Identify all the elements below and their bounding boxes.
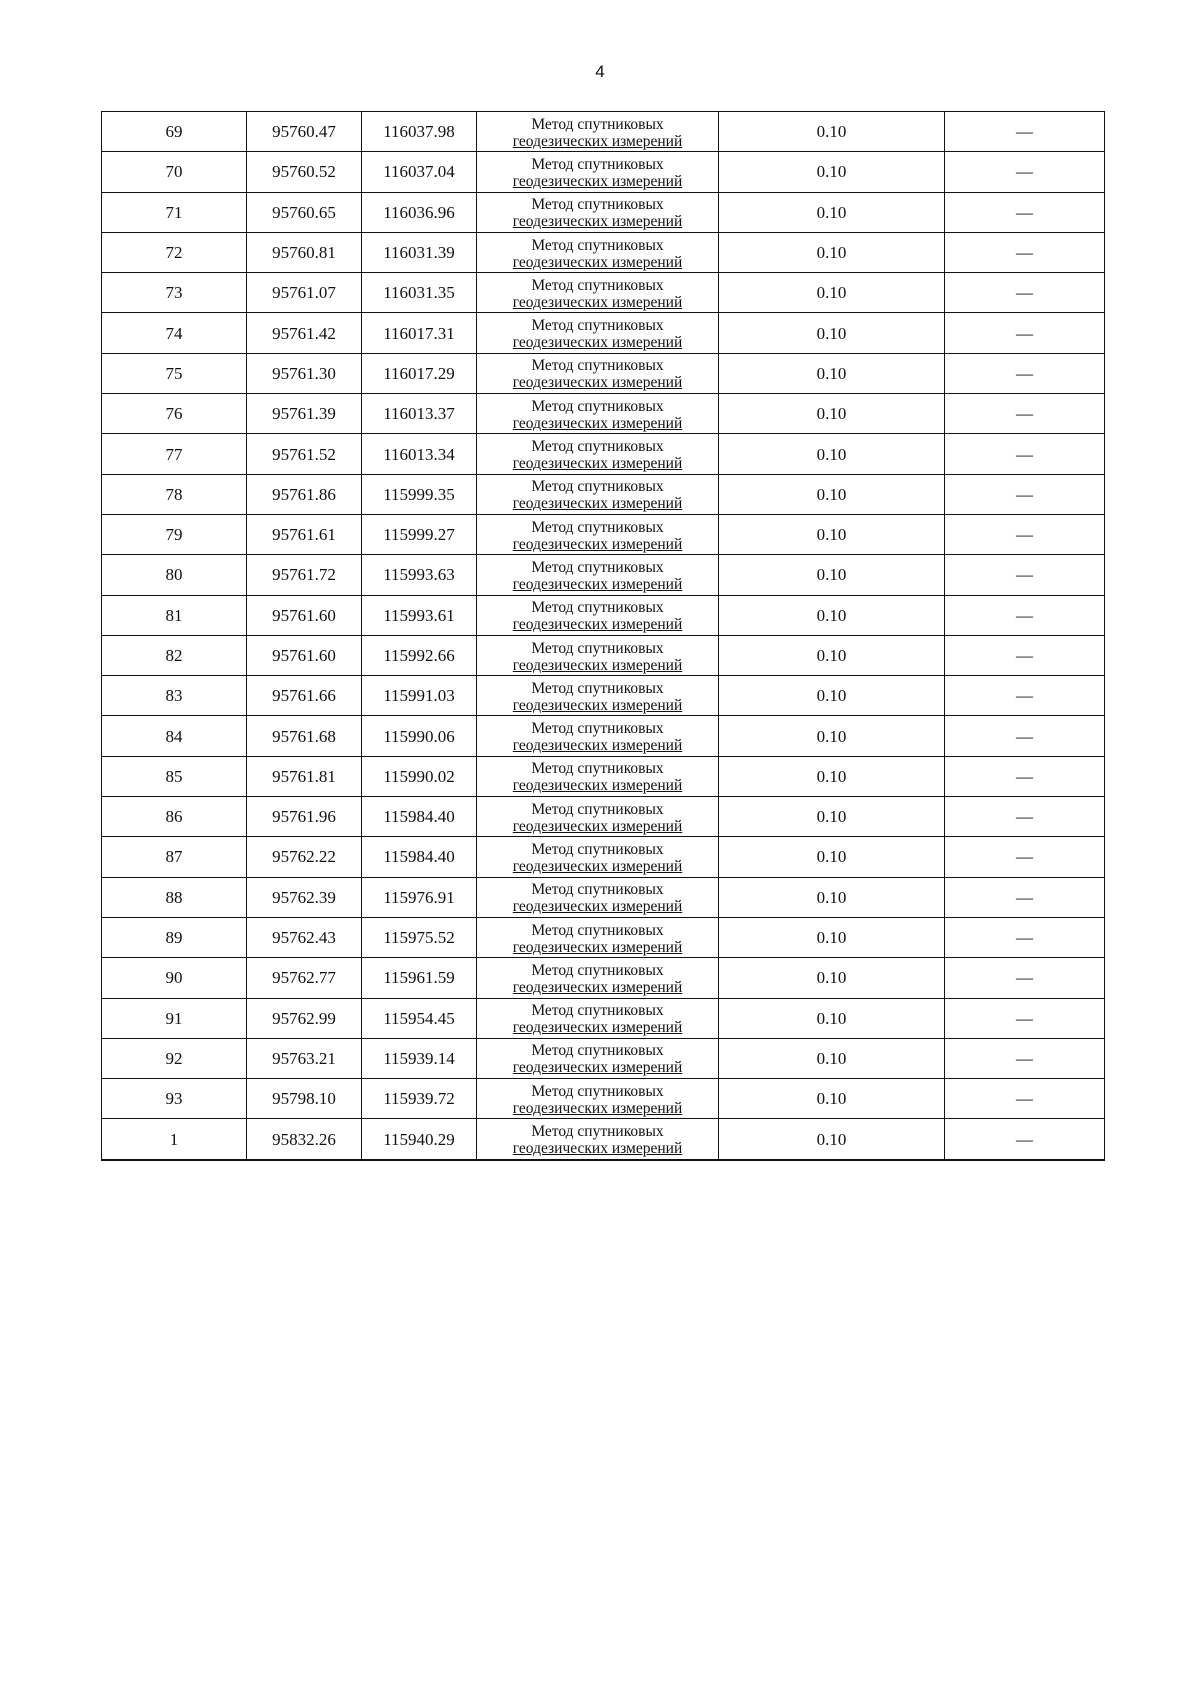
method-cell <box>477 232 719 272</box>
accuracy-cell: 0.10 <box>719 837 945 877</box>
y-coordinate-cell: 116013.34 <box>362 434 477 474</box>
table-row <box>102 434 1105 474</box>
x-coordinate-cell: 95761.60 <box>247 595 362 635</box>
x-coordinate-cell: 95762.22 <box>247 837 362 877</box>
method-line-1: Метод спутниковых <box>531 881 664 899</box>
method-cell <box>477 837 719 877</box>
method-line-2: геодезических измерений <box>512 737 683 755</box>
accuracy-cell: 0.10 <box>719 1079 945 1119</box>
x-coordinate-cell: 95760.81 <box>247 232 362 272</box>
coordinates-table <box>101 111 1105 1161</box>
y-coordinate-cell: 116017.29 <box>362 353 477 393</box>
method-cell <box>477 192 719 232</box>
table-row <box>102 192 1105 232</box>
x-coordinate-cell: 95761.86 <box>247 474 362 514</box>
table-row <box>102 676 1105 716</box>
method-line-2: геодезических измерений <box>512 1019 683 1037</box>
x-coordinate-cell: 95761.60 <box>247 635 362 675</box>
method-line-2: геодезических измерений <box>512 978 683 996</box>
y-coordinate-cell: 116017.31 <box>362 313 477 353</box>
accuracy-cell: 0.10 <box>719 394 945 434</box>
point-number-cell: 91 <box>102 998 247 1038</box>
x-coordinate-cell: 95761.30 <box>247 353 362 393</box>
accuracy-cell: 0.10 <box>719 192 945 232</box>
method-line-1: Метод спутниковых <box>531 236 664 254</box>
y-coordinate-cell: 115976.91 <box>362 877 477 917</box>
method-line-2: геодезических измерений <box>512 616 683 634</box>
table-row <box>102 394 1105 434</box>
table-row <box>102 273 1105 313</box>
x-coordinate-cell: 95760.47 <box>247 112 362 152</box>
accuracy-cell: 0.10 <box>719 595 945 635</box>
accuracy-cell: 0.10 <box>719 273 945 313</box>
y-coordinate-cell: 115999.27 <box>362 514 477 554</box>
y-coordinate-cell: 116031.39 <box>362 232 477 272</box>
method-line-1: Метод спутниковых <box>531 639 664 657</box>
table-row <box>102 797 1105 837</box>
method-line-2: геодезических измерений <box>512 455 683 473</box>
method-line-1: Метод спутниковых <box>531 317 664 335</box>
note-cell: — <box>945 756 1105 796</box>
method-line-1: Метод спутниковых <box>531 155 664 173</box>
point-number-cell: 83 <box>102 676 247 716</box>
point-number-cell: 87 <box>102 837 247 877</box>
note-cell: — <box>945 353 1105 393</box>
method-cell <box>477 1038 719 1078</box>
note-cell: — <box>945 112 1105 152</box>
coordinates-table-body <box>102 112 1105 1160</box>
y-coordinate-cell: 115939.14 <box>362 1038 477 1078</box>
method-line-2: геодезических измерений <box>512 1059 683 1077</box>
method-line-1: Метод спутниковых <box>531 679 664 697</box>
x-coordinate-cell: 95762.99 <box>247 998 362 1038</box>
note-cell: — <box>945 1079 1105 1119</box>
method-line-2: геодезических измерений <box>512 334 683 352</box>
table-row <box>102 958 1105 998</box>
point-number-cell: 81 <box>102 595 247 635</box>
method-line-1: Метод спутниковых <box>531 478 664 496</box>
point-number-cell: 72 <box>102 232 247 272</box>
method-cell <box>477 756 719 796</box>
method-cell <box>477 273 719 313</box>
method-line-1: Метод спутниковых <box>531 921 664 939</box>
method-line-2: геодезических измерений <box>512 938 683 956</box>
accuracy-cell: 0.10 <box>719 676 945 716</box>
point-number-cell: 89 <box>102 917 247 957</box>
table-row <box>102 635 1105 675</box>
method-cell <box>477 635 719 675</box>
method-cell <box>477 313 719 353</box>
accuracy-cell: 0.10 <box>719 797 945 837</box>
table-row <box>102 1038 1105 1078</box>
accuracy-cell: 0.10 <box>719 474 945 514</box>
note-cell: — <box>945 514 1105 554</box>
note-cell: — <box>945 232 1105 272</box>
accuracy-cell: 0.10 <box>719 434 945 474</box>
method-line-2: геодезических измерений <box>512 898 683 916</box>
method-line-1: Метод спутниковых <box>531 1123 664 1141</box>
method-cell <box>477 998 719 1038</box>
method-line-2: геодезических измерений <box>512 575 683 593</box>
table-row <box>102 112 1105 152</box>
point-number-cell: 76 <box>102 394 247 434</box>
method-line-1: Метод спутниковых <box>531 1042 664 1060</box>
method-cell <box>477 676 719 716</box>
method-line-1: Метод спутниковых <box>531 196 664 214</box>
x-coordinate-cell: 95761.39 <box>247 394 362 434</box>
y-coordinate-cell: 115992.66 <box>362 635 477 675</box>
accuracy-cell: 0.10 <box>719 877 945 917</box>
point-number-cell: 88 <box>102 877 247 917</box>
note-cell: — <box>945 595 1105 635</box>
method-line-1: Метод спутниковых <box>531 961 664 979</box>
method-line-1: Метод спутниковых <box>531 397 664 415</box>
x-coordinate-cell: 95760.52 <box>247 152 362 192</box>
method-line-1: Метод спутниковых <box>531 518 664 536</box>
point-number-cell: 1 <box>102 1119 247 1160</box>
method-line-2: геодезических измерений <box>512 414 683 432</box>
method-cell <box>477 958 719 998</box>
table-row <box>102 837 1105 877</box>
point-number-cell: 77 <box>102 434 247 474</box>
note-cell: — <box>945 837 1105 877</box>
y-coordinate-cell: 115975.52 <box>362 917 477 957</box>
x-coordinate-cell: 95761.72 <box>247 555 362 595</box>
accuracy-cell: 0.10 <box>719 514 945 554</box>
table-row <box>102 152 1105 192</box>
x-coordinate-cell: 95761.66 <box>247 676 362 716</box>
accuracy-cell: 0.10 <box>719 756 945 796</box>
point-number-cell: 71 <box>102 192 247 232</box>
method-line-2: геодезических измерений <box>512 374 683 392</box>
y-coordinate-cell: 115940.29 <box>362 1119 477 1160</box>
method-cell <box>477 353 719 393</box>
point-number-cell: 69 <box>102 112 247 152</box>
method-line-1: Метод спутниковых <box>531 599 664 617</box>
method-line-2: геодезических измерений <box>512 777 683 795</box>
method-line-1: Метод спутниковых <box>531 800 664 818</box>
note-cell: — <box>945 676 1105 716</box>
method-line-2: геодезических измерений <box>512 656 683 674</box>
method-cell <box>477 434 719 474</box>
point-number-cell: 74 <box>102 313 247 353</box>
accuracy-cell: 0.10 <box>719 958 945 998</box>
method-line-2: геодезических измерений <box>512 1099 683 1117</box>
point-number-cell: 86 <box>102 797 247 837</box>
method-cell <box>477 917 719 957</box>
method-line-1: Метод спутниковых <box>531 720 664 738</box>
y-coordinate-cell: 116037.04 <box>362 152 477 192</box>
point-number-cell: 78 <box>102 474 247 514</box>
y-coordinate-cell: 115984.40 <box>362 797 477 837</box>
method-cell <box>477 595 719 635</box>
table-row <box>102 555 1105 595</box>
point-number-cell: 92 <box>102 1038 247 1078</box>
accuracy-cell: 0.10 <box>719 1038 945 1078</box>
method-cell <box>477 152 719 192</box>
y-coordinate-cell: 115993.61 <box>362 595 477 635</box>
accuracy-cell: 0.10 <box>719 635 945 675</box>
y-coordinate-cell: 115991.03 <box>362 676 477 716</box>
table-row <box>102 595 1105 635</box>
x-coordinate-cell: 95762.77 <box>247 958 362 998</box>
y-coordinate-cell: 116031.35 <box>362 273 477 313</box>
x-coordinate-cell: 95761.96 <box>247 797 362 837</box>
accuracy-cell: 0.10 <box>719 353 945 393</box>
note-cell: — <box>945 917 1105 957</box>
x-coordinate-cell: 95798.10 <box>247 1079 362 1119</box>
method-cell <box>477 112 719 152</box>
point-number-cell: 73 <box>102 273 247 313</box>
method-cell <box>477 394 719 434</box>
accuracy-cell: 0.10 <box>719 313 945 353</box>
method-line-2: геодезических измерений <box>512 253 683 271</box>
x-coordinate-cell: 95832.26 <box>247 1119 362 1160</box>
table-row <box>102 917 1105 957</box>
method-line-2: геодезических измерений <box>512 495 683 513</box>
method-line-1: Метод спутниковых <box>531 760 664 778</box>
y-coordinate-cell: 116036.96 <box>362 192 477 232</box>
accuracy-cell: 0.10 <box>719 555 945 595</box>
note-cell: — <box>945 1038 1105 1078</box>
page-number: 4 <box>595 62 605 81</box>
table-row <box>102 313 1105 353</box>
point-number-cell: 93 <box>102 1079 247 1119</box>
table-row <box>102 353 1105 393</box>
y-coordinate-cell: 116013.37 <box>362 394 477 434</box>
accuracy-cell: 0.10 <box>719 1119 945 1160</box>
note-cell: — <box>945 998 1105 1038</box>
method-cell <box>477 877 719 917</box>
method-cell <box>477 1079 719 1119</box>
point-number-cell: 79 <box>102 514 247 554</box>
table-row <box>102 756 1105 796</box>
note-cell: — <box>945 313 1105 353</box>
method-line-2: геодезических измерений <box>512 817 683 835</box>
note-cell: — <box>945 152 1105 192</box>
method-cell <box>477 1119 719 1160</box>
note-cell: — <box>945 877 1105 917</box>
table-row <box>102 514 1105 554</box>
accuracy-cell: 0.10 <box>719 716 945 756</box>
point-number-cell: 90 <box>102 958 247 998</box>
x-coordinate-cell: 95762.43 <box>247 917 362 957</box>
y-coordinate-cell: 115990.06 <box>362 716 477 756</box>
note-cell: — <box>945 797 1105 837</box>
table-row <box>102 474 1105 514</box>
accuracy-cell: 0.10 <box>719 998 945 1038</box>
note-cell: — <box>945 635 1105 675</box>
table-row <box>102 877 1105 917</box>
table-row <box>102 232 1105 272</box>
table-row <box>102 716 1105 756</box>
note-cell: — <box>945 1119 1105 1160</box>
method-line-2: геодезических измерений <box>512 213 683 231</box>
note-cell: — <box>945 394 1105 434</box>
method-cell <box>477 514 719 554</box>
accuracy-cell: 0.10 <box>719 917 945 957</box>
method-line-1: Метод спутниковых <box>531 438 664 456</box>
x-coordinate-cell: 95761.68 <box>247 716 362 756</box>
x-coordinate-cell: 95761.52 <box>247 434 362 474</box>
method-cell <box>477 716 719 756</box>
y-coordinate-cell: 115954.45 <box>362 998 477 1038</box>
point-number-cell: 82 <box>102 635 247 675</box>
note-cell: — <box>945 474 1105 514</box>
point-number-cell: 75 <box>102 353 247 393</box>
method-line-2: геодезических измерений <box>512 696 683 714</box>
method-line-2: геодезических измерений <box>512 172 683 190</box>
y-coordinate-cell: 115999.35 <box>362 474 477 514</box>
method-cell <box>477 797 719 837</box>
x-coordinate-cell: 95761.07 <box>247 273 362 313</box>
table-row <box>102 1119 1105 1160</box>
method-line-1: Метод спутниковых <box>531 1082 664 1100</box>
method-line-2: геодезических измерений <box>512 132 683 150</box>
note-cell: — <box>945 555 1105 595</box>
accuracy-cell: 0.10 <box>719 232 945 272</box>
accuracy-cell: 0.10 <box>719 112 945 152</box>
y-coordinate-cell: 115984.40 <box>362 837 477 877</box>
x-coordinate-cell: 95762.39 <box>247 877 362 917</box>
x-coordinate-cell: 95761.42 <box>247 313 362 353</box>
note-cell: — <box>945 273 1105 313</box>
x-coordinate-cell: 95763.21 <box>247 1038 362 1078</box>
method-line-2: геодезических измерений <box>512 535 683 553</box>
method-line-1: Метод спутниковых <box>531 1002 664 1020</box>
method-line-1: Метод спутниковых <box>531 840 664 858</box>
y-coordinate-cell: 115939.72 <box>362 1079 477 1119</box>
y-coordinate-cell: 116037.98 <box>362 112 477 152</box>
point-number-cell: 85 <box>102 756 247 796</box>
note-cell: — <box>945 716 1105 756</box>
method-line-2: геодезических измерений <box>512 293 683 311</box>
accuracy-cell: 0.10 <box>719 152 945 192</box>
x-coordinate-cell: 95761.81 <box>247 756 362 796</box>
method-line-2: геодезических измерений <box>512 857 683 875</box>
table-row <box>102 1079 1105 1119</box>
table-row <box>102 998 1105 1038</box>
y-coordinate-cell: 115961.59 <box>362 958 477 998</box>
point-number-cell: 70 <box>102 152 247 192</box>
method-line-1: Метод спутниковых <box>531 276 664 294</box>
method-line-1: Метод спутниковых <box>531 115 664 133</box>
y-coordinate-cell: 115990.02 <box>362 756 477 796</box>
note-cell: — <box>945 192 1105 232</box>
x-coordinate-cell: 95761.61 <box>247 514 362 554</box>
method-cell <box>477 474 719 514</box>
method-line-2: геодезических измерений <box>512 1140 683 1158</box>
note-cell: — <box>945 958 1105 998</box>
point-number-cell: 80 <box>102 555 247 595</box>
note-cell: — <box>945 434 1105 474</box>
method-line-1: Метод спутниковых <box>531 558 664 576</box>
method-line-1: Метод спутниковых <box>531 357 664 375</box>
point-number-cell: 84 <box>102 716 247 756</box>
x-coordinate-cell: 95760.65 <box>247 192 362 232</box>
y-coordinate-cell: 115993.63 <box>362 555 477 595</box>
method-cell <box>477 555 719 595</box>
